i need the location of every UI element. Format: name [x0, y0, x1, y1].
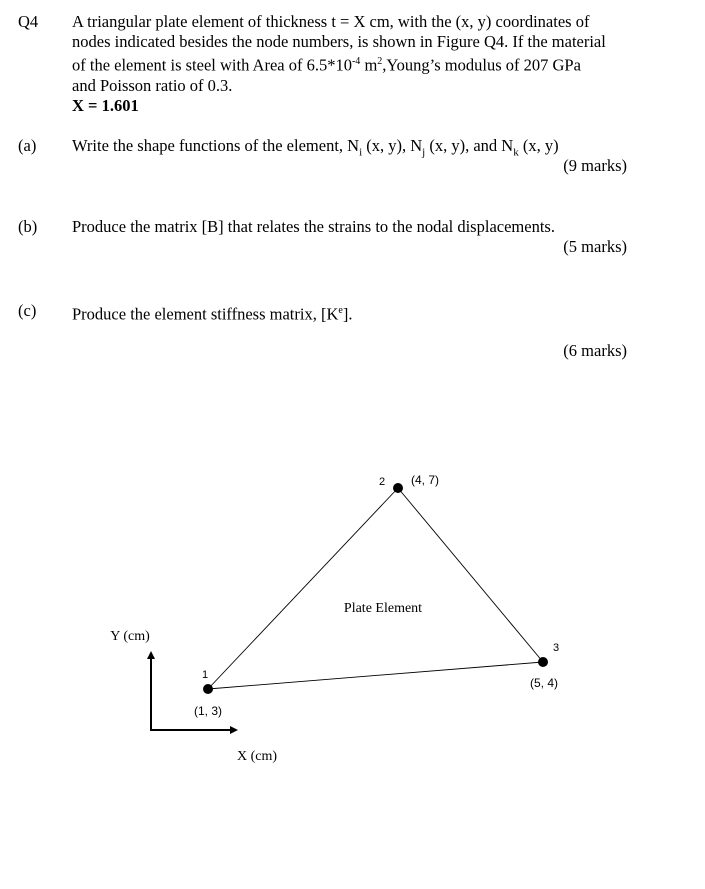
edge-1-3 — [208, 662, 543, 689]
part-b-text: Produce the matrix [B] that relates the strains to the nodal displacements. — [72, 217, 555, 236]
edge-2-3 — [398, 488, 543, 662]
area-exponent: -4 — [351, 56, 361, 67]
node-1-marker — [203, 684, 213, 694]
part-c-text-1: Produce the element stiffness matrix, [K — [72, 304, 339, 324]
x-value: X = 1.601 — [72, 95, 139, 115]
question-number: Q4 — [18, 12, 39, 31]
part-b-label: (b) — [18, 217, 38, 236]
part-c-marks: (6 marks) — [563, 341, 627, 360]
x-axis-label: X (cm) — [236, 749, 278, 764]
node-2-marker — [393, 483, 403, 493]
node-1-coords: (1, 3) — [193, 704, 223, 718]
statement-line-3-b: m — [360, 55, 378, 75]
node-3-coords: (5, 4) — [529, 676, 559, 690]
subscript-k: k — [513, 146, 519, 159]
part-a-label: (a) — [18, 136, 37, 155]
edge-1-2 — [208, 488, 398, 689]
statement-line-1: A triangular plate element of thickness t = X cm, with the (x, y) coordinates of — [72, 12, 590, 31]
statement-line-3-c: ,Young’s modulus of 207 GPa — [382, 55, 581, 75]
node-3-number: 3 — [552, 642, 560, 654]
node-1-number: 1 — [201, 669, 209, 681]
square-exponent: 2 — [377, 56, 383, 67]
y-axis-label: Y (cm) — [110, 629, 150, 644]
node-2-coords: (4, 7) — [410, 473, 440, 487]
part-b-marks: (5 marks) — [563, 237, 627, 256]
superscript-e: e — [338, 305, 343, 316]
statement-line-3-a: of the element is steel with Area of 6.5*10 — [72, 55, 352, 75]
part-a-text-2: (x, y), N — [362, 136, 423, 155]
node-3-marker — [538, 657, 548, 667]
node-2-number: 2 — [378, 476, 386, 488]
plate-element-label: Plate Element — [343, 601, 423, 616]
subscript-j: j — [422, 146, 426, 159]
part-a-text-1: Write the shape functions of the element, N — [72, 136, 360, 155]
part-a-text-3: (x, y), and N — [425, 136, 514, 155]
statement-line-2: nodes indicated besides the node numbers, is shown in Figure Q4. If the material — [72, 32, 606, 51]
subscript-i: i — [359, 146, 363, 159]
statement-line-4: and Poisson ratio of 0.3. — [72, 75, 233, 95]
part-c-label: (c) — [18, 301, 37, 320]
part-a-marks: (9 marks) — [563, 156, 627, 175]
part-c-text-2: ]. — [342, 304, 353, 324]
part-a-text-4: (x, y) — [518, 136, 559, 155]
